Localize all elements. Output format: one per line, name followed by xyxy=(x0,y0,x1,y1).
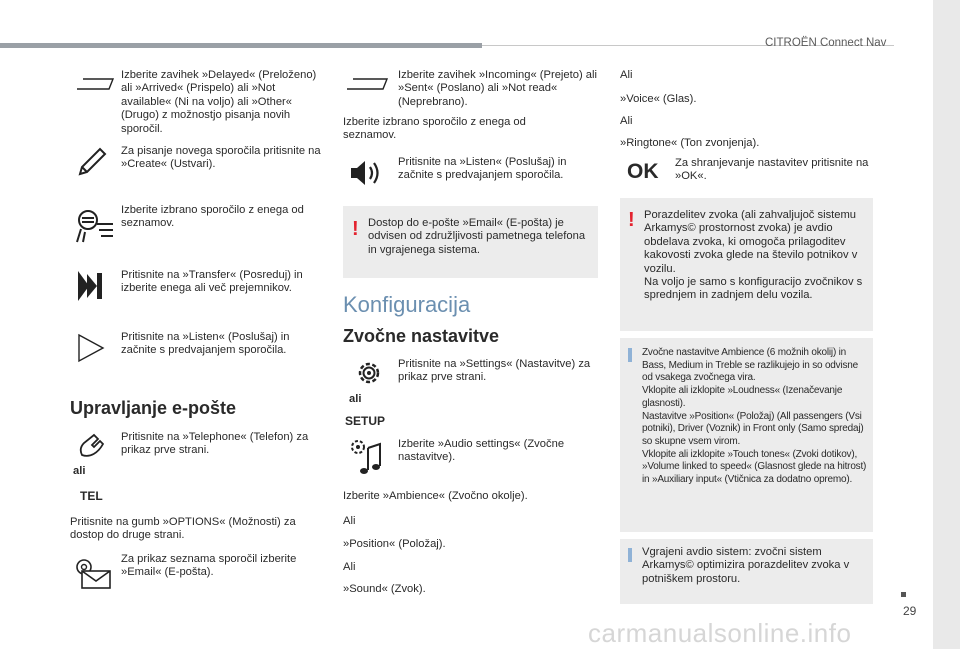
ali-label-3: Ali xyxy=(343,515,356,527)
arkamys-warning-text: Porazdelitev zvoka (ali zahvaljujoč sistemu Arkamys© prostornost zvoka) je avdio obdelava zvoka, ki omogoča prilagoditev kakovosti zvoka glede na število potnikov v vozilu. Na voljo je samo s konfiguracijo zvočnikov s sprednjem in zadnjem delu vozila. xyxy=(644,209,863,302)
sound-info-text: Zvočne nastavitve Ambience (6 možnih okolij) in Bass, Medium in Treble se razlikujejo in so odvisne od vsakega zvočnega vira. Vklopite ali izklopite »Loudness« (Izenačevanje glasnosti). Nastavitve »Position« (Položaj) (All passengers (Vsi potniki), Driver (Voznik) in Front only (Samo spredaj) so skupne vsem virom. Vklopite ali izklopite »Touch tones« (Zvoki dotikov), »Volume linked to speed« (Glasnost glede na hitrost) in »Auxiliary input« (Vtičnica za dodatno opremo). xyxy=(642,347,867,486)
setup-button-label: SETUP xyxy=(345,414,386,428)
tel-button-label: TEL xyxy=(80,489,103,503)
email-list-paragraph: Za prikaz seznama sporočil izberite »Email« (E-pošta). xyxy=(121,553,297,579)
audio-settings-icon xyxy=(348,438,384,478)
ok-paragraph: Za shranjevanje nastavitev pritisnite na »OK«. xyxy=(675,157,869,183)
transfer-icon xyxy=(77,270,103,302)
ali-label: ali xyxy=(73,465,86,477)
sound-settings-heading: Zvočne nastavitve xyxy=(343,326,500,346)
select-paragraph-2: Izberite izbrano sporočilo z enega od seznamov. xyxy=(343,116,526,142)
tab-line-icon xyxy=(75,76,115,92)
delayed-paragraph: Izberite zavihek »Delayed« (Preloženo) ali »Arrived« (Prispelo) ali »Not available« (Ni na voljo) ali »Other« (Drugo) z možnostjo pisanja novih sporočil. xyxy=(121,69,317,135)
watermark-text: carmanualsonline.info xyxy=(588,618,852,648)
gear-icon xyxy=(354,358,384,388)
speaker-icon xyxy=(349,158,383,188)
listen-paragraph-2: Pritisnite na »Listen« (Poslušaj) in začnite s predvajanjem sporočila. xyxy=(398,156,567,182)
info-icon-2 xyxy=(628,548,632,562)
listen-paragraph: Pritisnite na »Listen« (Poslušaj) in začnite s predvajanjem sporočila. xyxy=(121,331,290,357)
settings-paragraph: Pritisnite na »Settings« (Nastavitve) za prikaz prve strani. xyxy=(398,358,591,384)
ambience-paragraph: Izberite »Ambience« (Zvočno okolje). xyxy=(343,490,528,502)
play-icon xyxy=(77,333,105,363)
options-paragraph: Pritisnite na gumb »OPTIONS« (Možnosti) za dostop do druge strani. xyxy=(70,516,296,542)
email-warning-text: Dostop do e-pošte »Email« (E-pošta) je odvisen od združljivosti pametnega telefona in vgrajenega sistema. xyxy=(368,217,586,256)
ali-label-2: ali xyxy=(349,393,362,405)
continue-marker xyxy=(901,592,906,597)
page-margin-bar xyxy=(933,0,960,649)
voice-paragraph: »Voice« (Glas). xyxy=(620,93,697,105)
arkamys-info-text: Vgrajeni avdio sistem: zvočni sistem Arkamys© optimizira porazdelitev zvoka v potniškem prostoru. xyxy=(642,546,850,585)
create-paragraph: Za pisanje novega sporočila pritisnite na »Create« (Ustvari). xyxy=(121,145,321,171)
info-icon xyxy=(628,348,632,362)
email-heading: Upravljanje e-pošte xyxy=(70,398,237,418)
ali-label-5: Ali xyxy=(620,69,633,81)
incoming-paragraph: Izberite zavihek »Incoming« (Prejeto) ali »Sent« (Poslano) ali »Not read« (Neprebrano). xyxy=(398,69,597,108)
ringtone-paragraph: »Ringtone« (Ton zvonjenja). xyxy=(620,137,760,149)
transfer-paragraph: Pritisnite na »Transfer« (Posreduj) in izberite enega ali več prejemnikov. xyxy=(121,269,303,295)
brand-header: CITROËN Connect Nav xyxy=(765,37,887,49)
telephone-paragraph: Pritisnite na »Telephone« (Telefon) za prikaz prve strani. xyxy=(121,431,309,457)
select-paragraph: Izberite izbrano sporočilo z enega od seznamov. xyxy=(121,204,304,230)
header-rule xyxy=(0,43,482,48)
select-message-icon xyxy=(75,206,115,246)
tab-line-icon-2 xyxy=(345,76,389,92)
ali-label-4: Ali xyxy=(343,561,356,573)
email-envelope-icon xyxy=(74,557,112,589)
pencil-icon xyxy=(76,146,108,178)
phone-icon xyxy=(78,433,104,459)
audio-settings-paragraph: Izberite »Audio settings« (Zvočne nastavitve). xyxy=(398,438,565,464)
sound-paragraph: »Sound« (Zvok). xyxy=(343,583,426,595)
ok-button-label: OK xyxy=(627,160,659,183)
position-paragraph: »Position« (Položaj). xyxy=(343,538,446,550)
ali-label-6: Ali xyxy=(620,115,633,127)
konfiguracija-heading: Konfiguracija xyxy=(343,292,471,317)
page-number: 29 xyxy=(903,604,917,618)
warning-icon-2: ! xyxy=(628,209,635,231)
warning-icon: ! xyxy=(352,218,359,240)
